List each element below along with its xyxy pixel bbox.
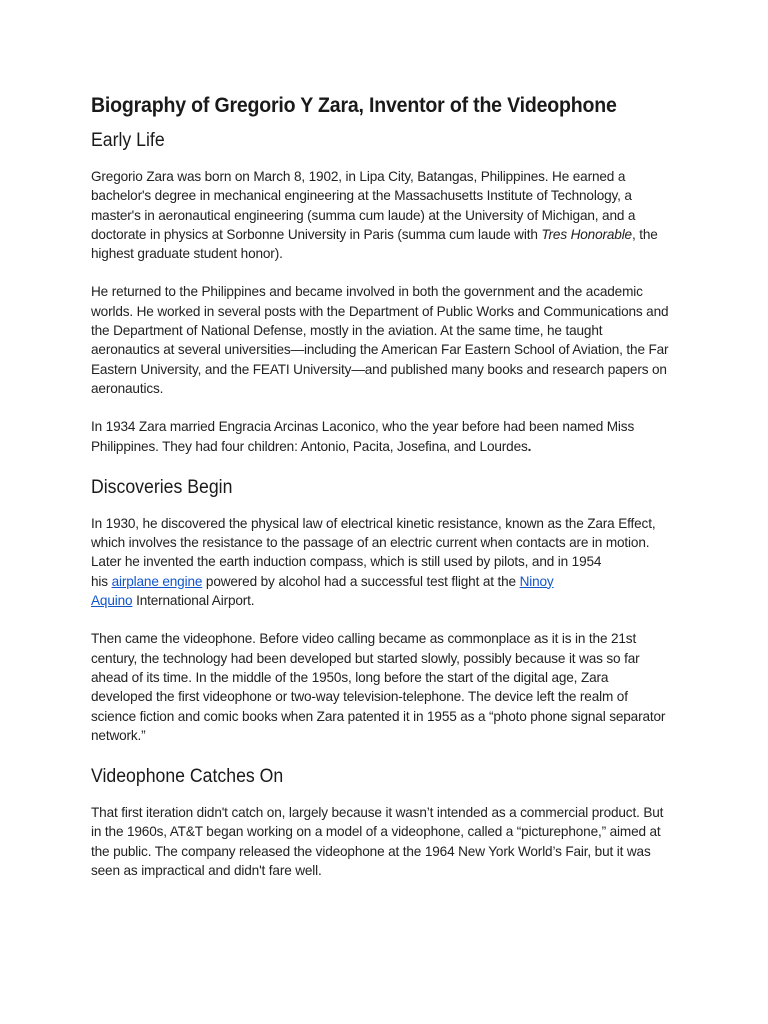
section-heading-videophone: Videophone Catches On <box>91 766 284 788</box>
text-line <box>91 572 708 591</box>
text-line: aeronautics. <box>91 380 164 396</box>
text-line: Eastern University, and the FEATI University—and published many books and research papers on <box>91 361 667 377</box>
text-line: worlds. He worked in several posts with the Department of Public Works and Communications and <box>91 303 669 319</box>
page-title: Biography of Gregorio Y Zara, Inventor of the Videophone <box>91 94 617 117</box>
italic-text: Tres Honorable <box>541 226 632 242</box>
text-line: He returned to the Philippines and became involved in both the government and the academic <box>91 284 643 300</box>
text-line: which involves the resistance to the passage of an electric current when contacts are in motion. <box>91 535 650 551</box>
text-line: ahead of its time. In the middle of the 1950s, long before the start of the digital age, Zara <box>91 669 609 685</box>
text-line: network.” <box>91 727 146 743</box>
paragraph-early-life-2 <box>91 282 708 398</box>
paragraph-early-life-3 <box>91 417 708 456</box>
paragraph-videophone-1 <box>91 803 708 880</box>
text-span: . <box>527 438 532 454</box>
paragraph-early-life-1 <box>91 167 708 263</box>
text-line: highest graduate student honor). <box>91 246 283 262</box>
paragraph-discoveries-1 <box>91 514 708 610</box>
text-line: aeronautics at several universities—including the American Far Eastern School of Aviation, the Far <box>91 342 669 358</box>
paragraph-discoveries-2 <box>91 629 708 745</box>
text-line <box>91 591 708 610</box>
text-line <box>91 437 708 456</box>
ninoy-aquino-link[interactable]: Aquino <box>91 593 133 609</box>
ninoy-aquino-link[interactable]: Ninoy <box>519 573 554 589</box>
text-span: , the <box>631 226 658 242</box>
text-span: his <box>91 573 112 589</box>
text-line: master's in aeronautical engineering (summa cum laude) at the University of Michigan, and a <box>91 207 636 223</box>
text-line: Gregorio Zara was born on March 8, 1902, in Lipa City, Batangas, Philippines. He earned a <box>91 169 626 184</box>
text-line: century, the technology had been developed but started slowly, possibly because it was so far <box>91 650 640 666</box>
text-span: powered by alcohol had a successful test flight at the <box>202 573 520 589</box>
section-heading-discoveries: Discoveries Begin <box>91 476 233 498</box>
text-line: the public. The company released the videophone at the 1964 New York World’s Fair, but it was <box>91 843 651 859</box>
text-span: doctorate in physics at Sorbonne University in Paris (summa cum laude with <box>91 226 542 242</box>
text-line: developed the first videophone or two-way television-telephone. The device left the realm of <box>91 689 628 705</box>
text-span: International Airport. <box>132 593 255 609</box>
text-line: In 1930, he discovered the physical law of electrical kinetic resistance, known as the Zara Effect, <box>91 515 656 531</box>
airplane-engine-link[interactable]: airplane engine <box>111 573 203 589</box>
text-line: the Department of National Defense, mostly in the aviation. At the same time, he taught <box>91 323 603 339</box>
text-line: bachelor's degree in mechanical engineering at the Massachusetts Institute of Technology, a <box>91 188 632 204</box>
text-line: In 1934 Zara married Engracia Arcinas Laconico, who the year before had been named Miss <box>91 419 635 435</box>
text-line: Then came the videophone. Before video calling became as commonplace as it is in the 21st <box>91 631 637 647</box>
text-line: Later he invented the earth induction compass, which is still used by pilots, and in 1954 <box>91 554 602 570</box>
text-line: That first iteration didn't catch on, largely because it wasn’t intended as a commercial product. But <box>91 805 664 821</box>
section-heading-early-life: Early Life <box>91 130 165 151</box>
text-line: science fiction and comic books when Zara patented it in 1955 as a “photo phone signal separator <box>91 708 666 724</box>
text-line: in the 1960s, AT&T began working on a model of a videophone, called a “picturephone,” aimed at <box>91 824 661 840</box>
text-line <box>91 225 708 244</box>
text-span: Philippines. They had four children: Antonio, Pacita, Josefina, and Lourdes <box>91 438 528 454</box>
text-line: seen as impractical and didn't fare well. <box>91 863 322 879</box>
